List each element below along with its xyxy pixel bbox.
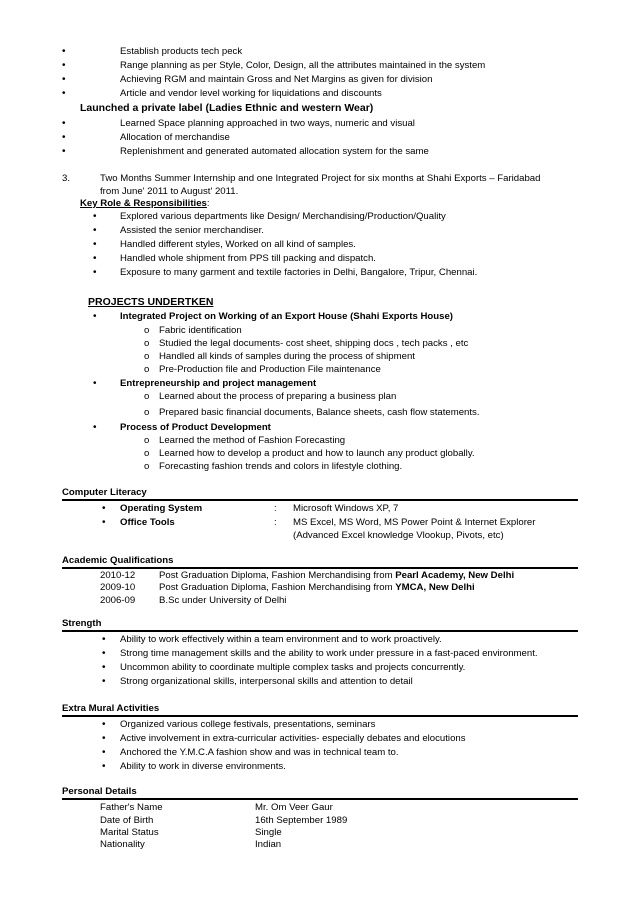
bullet-icon: • bbox=[102, 634, 106, 645]
personal-label: Nationality bbox=[100, 839, 145, 850]
private-label-heading: Launched a private label (Ladies Ethnic and western Wear) bbox=[80, 102, 374, 114]
list-item: Range planning as per Style, Color, Design, all the attributes maintained in the system bbox=[120, 60, 486, 71]
strength-heading: Strength bbox=[62, 618, 102, 629]
bullet-icon: • bbox=[102, 747, 106, 758]
skill-label: Office Tools bbox=[120, 517, 175, 528]
skill-extra: (Advanced Excel knowledge Vlookup, Pivots, etc) bbox=[293, 530, 504, 541]
list-item: Ability to work in diverse environments. bbox=[120, 761, 286, 772]
list-item: Article and vendor level working for liquidations and discounts bbox=[120, 88, 382, 99]
personal-label: Marital Status bbox=[100, 827, 159, 838]
sub-list-item: Learned how to develop a product and how to launch any product globally. bbox=[159, 448, 475, 459]
bullet-icon: • bbox=[93, 225, 97, 236]
sub-bullet-icon: o bbox=[144, 448, 150, 459]
sub-bullet-icon: o bbox=[144, 364, 150, 375]
bullet-icon: • bbox=[93, 239, 97, 250]
section-divider bbox=[62, 715, 578, 717]
personal-value: Indian bbox=[255, 839, 282, 850]
list-item: Strong organizational skills, interpersonal skills and attention to detail bbox=[120, 676, 413, 687]
item-number: 3. bbox=[62, 173, 71, 184]
bullet-icon: • bbox=[93, 422, 97, 433]
personal-heading: Personal Details bbox=[62, 786, 137, 797]
section-divider bbox=[62, 499, 578, 501]
list-item: Achieving RGM and maintain Gross and Net Margins as given for division bbox=[120, 74, 433, 85]
list-item: Learned Space planning approached in two ways, numeric and visual bbox=[120, 118, 415, 129]
sub-list-item: Learned about the process of preparing a business plan bbox=[159, 391, 397, 402]
sub-bullet-icon: o bbox=[144, 325, 150, 336]
bullet-icon: • bbox=[62, 74, 66, 85]
academic-detail: Post Graduation Diploma, Fashion Merchandising from Pearl Academy, New Delhi bbox=[159, 570, 515, 581]
bullet-icon: • bbox=[62, 46, 66, 57]
academic-year: 2009-10 bbox=[100, 582, 136, 593]
personal-label: Father's Name bbox=[100, 802, 163, 813]
bullet-icon: • bbox=[93, 311, 97, 322]
bullet-icon: • bbox=[93, 253, 97, 264]
internship-line-1: Two Months Summer Internship and one Integrated Project for six months at Shahi Exports – Faridabad bbox=[100, 173, 541, 184]
bullet-icon: • bbox=[102, 517, 106, 528]
bullet-icon: • bbox=[102, 733, 106, 744]
sub-list-item: Learned the method of Fashion Forecasting bbox=[159, 435, 346, 446]
bullet-icon: • bbox=[62, 132, 66, 143]
list-item: Replenishment and generated automated allocation system for the same bbox=[120, 146, 429, 157]
skill-value: Microsoft Windows XP, 7 bbox=[293, 503, 399, 514]
bullet-icon: • bbox=[93, 211, 97, 222]
list-item: Active involvement in extra-curricular activities- especially debates and elocutions bbox=[120, 733, 466, 744]
list-item: Handled whole shipment from PPS till packing and dispatch. bbox=[120, 253, 376, 264]
bullet-icon: • bbox=[93, 267, 97, 278]
sub-bullet-icon: o bbox=[144, 391, 150, 402]
list-item: Establish products tech peck bbox=[120, 46, 243, 57]
bullet-icon: • bbox=[62, 118, 66, 129]
academic-year: 2006-09 bbox=[100, 595, 136, 606]
key-role-heading: Key Role & Responsibilities: bbox=[80, 198, 210, 209]
section-divider bbox=[62, 567, 578, 569]
internship-line-2: from June' 2011 to August' 2011. bbox=[100, 186, 239, 197]
list-item: Explored various departments like Design/ Merchandising/Production/Quality bbox=[120, 211, 446, 222]
list-item: Uncommon ability to coordinate multiple complex tasks and projects concurrently. bbox=[120, 662, 466, 673]
sub-list-item: Pre-Production file and Production File maintenance bbox=[159, 364, 381, 375]
skill-label: Operating System bbox=[120, 503, 203, 514]
skill-value: MS Excel, MS Word, MS Power Point & Internet Explorer bbox=[293, 517, 536, 528]
extra-mural-heading: Extra Mural Activities bbox=[62, 703, 160, 714]
list-item: Assisted the senior merchandiser. bbox=[120, 225, 264, 236]
personal-value: Single bbox=[255, 827, 282, 838]
academic-heading: Academic Qualifications bbox=[62, 555, 174, 566]
list-item: Ability to work effectively within a team environment and to work proactively. bbox=[120, 634, 442, 645]
sub-list-item: Fabric identification bbox=[159, 325, 242, 336]
section-divider bbox=[62, 630, 578, 632]
list-item: Allocation of merchandise bbox=[120, 132, 230, 143]
bullet-icon: • bbox=[62, 146, 66, 157]
bullet-icon: • bbox=[102, 761, 106, 772]
computer-literacy-heading: Computer Literacy bbox=[62, 487, 147, 498]
sub-bullet-icon: o bbox=[144, 407, 150, 418]
bullet-icon: • bbox=[102, 676, 106, 687]
personal-label: Date of Birth bbox=[100, 815, 154, 826]
project-title: Process of Product Development bbox=[120, 422, 271, 433]
bullet-icon: • bbox=[102, 648, 106, 659]
list-item: Exposure to many garment and textile factories in Delhi, Bangalore, Tripur, Chennai. bbox=[120, 267, 478, 278]
sub-list-item: Prepared basic financial documents, Balance sheets, cash flow statements. bbox=[159, 407, 480, 418]
list-item: Anchored the Y.M.C.A fashion show and was in technical team to. bbox=[120, 747, 399, 758]
sub-list-item: Handled all kinds of samples during the process of shipment bbox=[159, 351, 415, 362]
list-item: Handled different styles, Worked on all kind of samples. bbox=[120, 239, 356, 250]
academic-detail: B.Sc under University of Delhi bbox=[159, 595, 287, 606]
personal-value: Mr. Om Veer Gaur bbox=[255, 802, 333, 813]
projects-heading: PROJECTS UNDERTKEN bbox=[88, 296, 214, 308]
academic-detail: Post Graduation Diploma, Fashion Merchandising from YMCA, New Delhi bbox=[159, 582, 475, 593]
section-divider bbox=[62, 798, 578, 800]
bullet-icon: • bbox=[62, 88, 66, 99]
bullet-icon: • bbox=[62, 60, 66, 71]
sub-bullet-icon: o bbox=[144, 351, 150, 362]
personal-value: 16th September 1989 bbox=[255, 815, 348, 826]
sub-bullet-icon: o bbox=[144, 435, 150, 446]
sub-bullet-icon: o bbox=[144, 338, 150, 349]
sub-list-item: Forecasting fashion trends and colors in lifestyle clothing. bbox=[159, 461, 403, 472]
bullet-icon: • bbox=[102, 719, 106, 730]
bullet-icon: • bbox=[93, 378, 97, 389]
bullet-icon: • bbox=[102, 503, 106, 514]
skill-colon: : bbox=[274, 503, 277, 514]
list-item: Strong time management skills and the ability to work under pressure in a fast-paced environment. bbox=[120, 648, 538, 659]
sub-list-item: Studied the legal documents- cost sheet, shipping docs , tech packs , etc bbox=[159, 338, 469, 349]
project-title: Entrepreneurship and project management bbox=[120, 378, 317, 389]
sub-bullet-icon: o bbox=[144, 461, 150, 472]
skill-colon: : bbox=[274, 517, 277, 528]
bullet-icon: • bbox=[102, 662, 106, 673]
academic-year: 2010-12 bbox=[100, 570, 136, 581]
project-title: Integrated Project on Working of an Export House (Shahi Exports House) bbox=[120, 311, 453, 322]
list-item: Organized various college festivals, presentations, seminars bbox=[120, 719, 376, 730]
